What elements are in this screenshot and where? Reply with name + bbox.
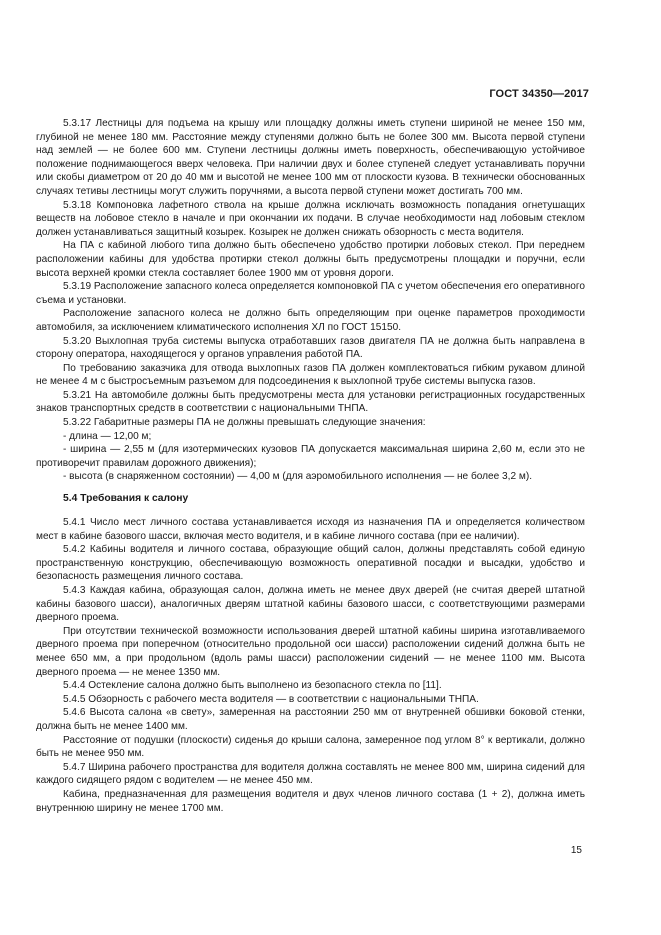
list-item-length: - длина — 12,00 м; [63,430,152,442]
paragraph-5-4-1: 5.4.1 Число мест личного состава устанавливается исходя из назначения ПА и определяется количеством мест в кабине базового шасси, включая место водителя, и в кабине личного состава (при ее наличии). [36,517,585,542]
paragraph-5-4-5: 5.4.5 Обзорность с рабочего места водителя — в соответствии с национальными ТНПА. [63,693,479,705]
list-item-width: - ширина — 2,55 м (для изотермических кузовов ПА допускается максимальная ширина 2,60 м, если это не противоречит правилам дорожного движения); [36,444,585,469]
paragraph-5-3-17: 5.3.17 Лестницы для подъема на крышу или площадку должны иметь ступени шириной не менее 150 мм, глубиной не менее 180 мм. Расстояние между ступенями должно быть не более 300 мм. Высота первой ступени над землей — не более 600 мм. Ступени лестницы должны иметь поверхность, обеспечивающую устойчивое положение поднимающегося вверх человека. При наличии двух и более ступеней следует устанавливать поручни или скобы диаметром от 20 до 40 мм и высотой не менее 100 мм от плоскости кузова. В технически обоснованных случаях тетивы лестницы могут служить поручнями, а высота первой ступени может достигать 700 мм. [36,118,585,197]
paragraph-5-4-2: 5.4.2 Кабины водителя и личного состава, образующие общий салон, должны представлять собой единую пространственную конструкцию, обеспечивающую возможность оперативной посадки и высадки, удобство и безопасность размещения личного состава. [36,544,585,583]
paragraph-windshield-cleaning: На ПА с кабиной любого типа должно быть обеспечено удобство протирки лобовых стекол. При переднем расположении кабины для удобства протирки стекол должны быть предусмотрены площадки и поручни, если высота верхней кромки стекла составляет более 1900 мм от уровня дороги. [36,240,585,279]
paragraph-exhaust-hose: По требованию заказчика для отвода выхлопных газов ПА должен комплектоваться гибким рукавом длиной не менее 4 м с быстросъемным разъемом для подсоединения к выхлопной трубе системы выпуска газов. [36,362,585,388]
paragraph-seat-to-roof: Расстояние от подушки (плоскости) сиденья до крыши салона, замеренное под углом 8° к вертикали, должно быть не менее 950 мм. [36,734,585,760]
document-body [36,117,585,815]
paragraph-5-4-7: 5.4.7 Ширина рабочего пространства для водителя должна составлять не менее 800 мм, ширина сидений для каждого сидящего рядом с водителем — не менее 450 мм. [36,761,585,787]
paragraph-spare-wheel: Расположение запасного колеса не должно быть определяющим при оценке параметров проходимости автомобиля, за исключением климатического исполнения ХЛ по ГОСТ 15150. [36,308,585,333]
paragraph-5-3-18: 5.3.18 Компоновка лафетного ствола на крыше должна исключать возможность попадания огнетушащих веществ на лобовое стекло в начале и при окончании их подачи. В случае необходимости над лобовым стеклом должен устанавливаться защитный козырек. Козырек не должен снижать обзорность с места водителя. [36,199,585,238]
paragraph-cabin-width: Кабина, предназначенная для размещения водителя и двух членов личного состава (1 + 2), должна иметь внутреннюю ширину не менее 1700 мм. [36,788,585,814]
document-header: ГОСТ 34350—2017 [489,88,589,100]
paragraph-5-3-22: 5.3.22 Габаритные размеры ПА не должны превышать следующие значения: [63,417,426,429]
list-item-height: - высота (в снаряженном состоянии) — 4,00 м (для аэромобильного исполнения — не более 3,2 м). [63,471,532,483]
page-number: 15 [570,845,582,856]
paragraph-5-4-6: 5.4.6 Высота салона «в свету», замеренная на расстоянии 250 мм от внутренней обшивки боковой стенки, должна быть не менее 1400 мм. [36,707,585,732]
paragraph-5-4-4: 5.4.4 Остекление салона должно быть выполнено из безопасного стекла по [11]. [63,680,442,692]
section-heading-5-4: 5.4 Требования к салону [63,493,189,505]
paragraph-5-3-20: 5.3.20 Выхлопная труба системы выпуска отработавших газов двигателя ПА не должна быть направлена в сторону оператора, находящегося у органов управления работой ПА. [36,335,585,361]
paragraph-5-4-3: 5.4.3 Каждая кабина, образующая салон, должна иметь не менее двух дверей (не считая дверей штатной кабины базового шасси), аналогичных дверям штатной кабины базового шасси, с соответствующими размерами дверного проема. [36,585,585,624]
paragraph-5-3-21: 5.3.21 На автомобиле должны быть предусмотрены места для установки регистрационных государственных знаков транспортных средств в соответствии с национальными ТНПА. [36,389,585,415]
paragraph-5-3-19: 5.3.19 Расположение запасного колеса определяется компоновкой ПА с учетом обеспечения его оперативного съема и установки. [36,281,585,306]
paragraph-door-opening: При отсутствии технической возможности использования дверей штатной кабины ширина изготавливаемого дверного проема при поперечном (относительно продольной оси шасси) расположении сидений должна быть не менее 650 мм, а при продольном (вдоль рамы шасси) расположении сидений — не менее 1100 мм. Высота дверного проема — не менее 1350 мм. [36,625,585,678]
